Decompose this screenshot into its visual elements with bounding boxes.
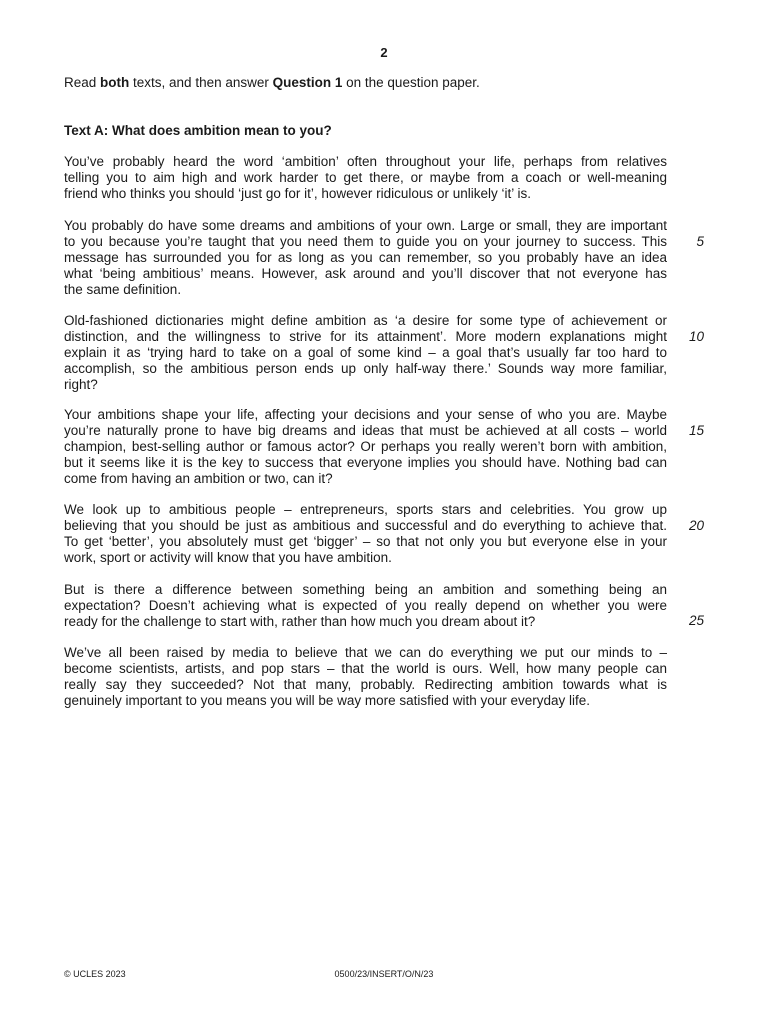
paragraph-line: distinction, and the willingness to strive for its attainment’. More modern explanations might <box>64 329 667 344</box>
footer-copyright: © UCLES 2023 <box>64 969 126 979</box>
instruction-bold-question: Question 1 <box>272 75 343 90</box>
paragraph-line: ready for the challenge to start with, rather than how much you dream about it? <box>64 614 536 629</box>
paragraph-3 <box>64 313 667 393</box>
paragraph-line: the same definition. <box>64 282 182 297</box>
paragraph-line: telling you to aim high and work harder to get there, or maybe from a coach or well-meaning <box>64 170 667 185</box>
instruction-middle: texts, and then answer <box>129 75 273 90</box>
line-number: 10 <box>688 329 704 344</box>
paragraph-line: We look up to ambitious people – entrepreneurs, sports stars and celebrities. You grow up <box>64 502 667 517</box>
line-number: 25 <box>688 613 704 628</box>
line-number: 20 <box>688 518 704 533</box>
paragraph-line: Your ambitions shape your life, affecting your decisions and your sense of who you are. Maybe <box>64 407 667 422</box>
instruction-text <box>64 75 480 90</box>
paragraph-line: But is there a difference between something being an ambition and something being an <box>64 582 667 597</box>
paragraph-line: what ‘being ambitious’ means. However, ask around and you’ll discover that not everyone has <box>64 266 667 281</box>
paragraph-line: work, sport or activity will know that you have ambition. <box>64 550 392 565</box>
paragraph-line: We’ve all been raised by media to believe that we can do everything we put our minds to – <box>64 645 667 660</box>
paragraph-line: champion, best-selling author or famous actor? Or perhaps you really weren’t born with ambition, <box>64 439 667 454</box>
paragraph-line: believing that you should be just as ambitious and successful and do everything to achieve that. <box>64 518 667 533</box>
paragraph-line: come from having an ambition or two, can it? <box>64 471 333 486</box>
page-number: 2 <box>380 45 388 60</box>
paragraph-4 <box>64 407 667 487</box>
paragraph-2 <box>64 218 667 298</box>
paragraph-line: really say they succeeded? Not that many, probably. Redirecting ambition towards what is <box>64 677 667 692</box>
instruction-prefix: Read <box>64 75 101 90</box>
paragraph-line: genuinely important to you means you will be way more satisfied with your everyday life. <box>64 693 590 708</box>
paragraph-line: To get ‘better’, you absolutely must get ‘bigger’ – so that not only you but everyone else in your <box>64 534 667 549</box>
line-number: 15 <box>688 423 704 438</box>
paragraph-line: Old-fashioned dictionaries might define ambition as ‘a desire for some type of achievement or <box>64 313 667 328</box>
paragraph-line: but it seems like it is the key to success that everyone implies you should have. Nothing bad can <box>64 455 667 470</box>
paragraph-line: to you because you’re taught that you need them to guide you on your journey to success. This <box>64 234 667 249</box>
paragraph-line: friend who thinks you should ‘just go for it’, however ridiculous or unlikely ‘it’ is. <box>64 186 531 201</box>
paragraph-line: message has surrounded you for as long as you can remember, so you probably have an idea <box>64 250 667 265</box>
paragraph-line: explain it as ‘trying hard to take on a goal of some kind – a goal that’s usually far too hard to <box>64 345 667 360</box>
paragraph-6 <box>64 582 667 630</box>
instruction-bold-both: both <box>100 75 130 90</box>
footer-paper-code: 0500/23/INSERT/O/N/23 <box>334 969 434 979</box>
paragraph-line: You’ve probably heard the word ‘ambition’ often throughout your life, perhaps from relatives <box>64 154 667 169</box>
paragraph-7 <box>64 645 667 709</box>
paragraph-line: become scientists, artists, and pop stars – that the world is ours. Well, how many people can <box>64 661 667 676</box>
paragraph-1 <box>64 154 667 202</box>
paragraph-line: right? <box>64 377 98 392</box>
line-number: 5 <box>696 234 704 249</box>
text-a-title: Text A: What does ambition mean to you? <box>64 123 332 138</box>
paragraph-line: you’re naturally prone to have big dreams and ideas that must be achieved at all costs – world <box>64 423 667 438</box>
instruction-suffix: on the question paper. <box>342 75 480 90</box>
paragraph-line: You probably do have some dreams and ambitions of your own. Large or small, they are important <box>64 218 667 233</box>
paragraph-5 <box>64 502 667 566</box>
paragraph-line: expectation? Doesn’t achieving what is expected of you really depend on whether you were <box>64 598 667 613</box>
paragraph-line: accomplish, so the ambitious person ends up only half-way there.’ Sounds way more familiar, <box>64 361 667 376</box>
